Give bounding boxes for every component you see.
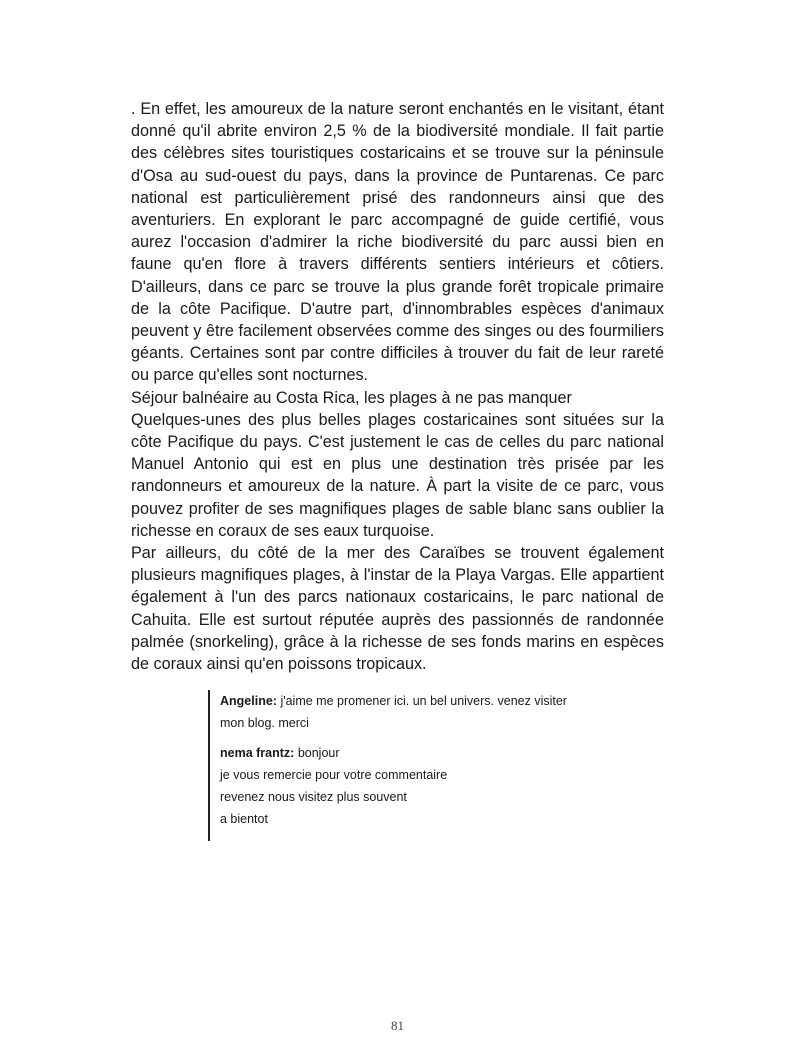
comment-line: a bientot [220, 812, 268, 826]
section-heading-beaches: Séjour balnéaire au Costa Rica, les plages à ne pas manquer [131, 388, 572, 407]
paragraph-manuel-antonio: Quelques-unes des plus belles plages costaricaines sont situées sur la côte Pacifique du pays. C'est justement le cas de celles du parc national Manuel Antonio qui est en plus une destination très prisée par les randonneurs et amoureux de la nature. À part la visite de ce parc, vous pouvez profiter de ses magnifiques plages de sable blanc sans oublier la richesse en coraux de ses eaux turquoise. [131, 410, 664, 540]
comment-line: revenez nous visitez plus souvent [220, 790, 407, 804]
comments-block [208, 690, 628, 841]
comment-author: Angeline: [220, 694, 277, 708]
comment-angeline [220, 690, 628, 734]
comment-line: bonjour [297, 746, 340, 760]
page-number: 81 [391, 1018, 404, 1033]
comment-author: nema frantz: [220, 746, 295, 760]
comment-line: je vous remercie pour votre commentaire [220, 768, 448, 782]
paragraph-osa-park: . En effet, les amoureux de la nature seront enchantés en le visitant, étant donné qu'il abrite environ 2,5 % de la biodiversité mondiale. Il fait partie des célèbres sites touristiques costaricains et se trouve sur la péninsule d'Osa au sud-ouest du pays, dans la province de Puntarenas. Ce parc national est particulièrement prisé des randonneurs ainsi que des aventuriers. En explorant le parc accompagné de guide certifié, vous aurez l'occasion d'admirer la riche biodiversité du parc aussi bien en faune qu'en flore à travers différents sentiers intérieurs et côtiers. D'ailleurs, dans ce parc se trouve la plus grande forêt tropicale primaire de la côte Pacifique. D'autre part, d'innombrables espèces d'animaux peuvent y être facilement observées comme des singes ou des fourmiliers géants. Certaines sont par contre difficiles à trouver du fait de leur rareté ou parce qu'elles sont nocturnes. [131, 100, 664, 385]
comment-nema-frantz [220, 742, 628, 830]
comment-line: mon blog. merci [220, 716, 309, 730]
article-body [131, 98, 664, 675]
comment-line: j'aime me promener ici. un bel univers. venez visiter [280, 694, 567, 708]
paragraph-caribbean: Par ailleurs, du côté de la mer des Caraïbes se trouvent également plusieurs magnifiques plages, à l'instar de la Playa Vargas. Elle appartient également à l'un des parcs nationaux costaricains, le parc national de Cahuita. Elle est surtout réputée auprès des passionnés de randonnée palmée (snorkeling), grâce à la richesse de ses fonds marins en espèces de coraux ainsi qu'en poissons tropicaux. [131, 544, 664, 674]
